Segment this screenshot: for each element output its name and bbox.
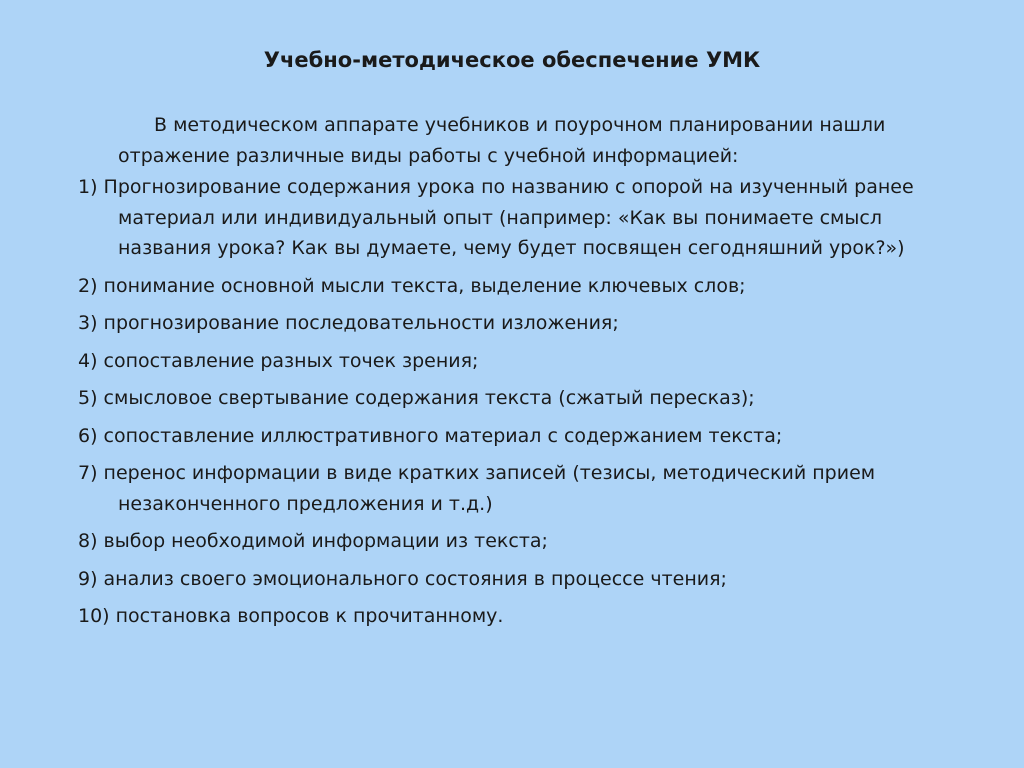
slide-body — [78, 110, 958, 639]
list-item-1: 1) Прогнозирование содержания урока по названию с опорой на изученный ранее материал или индивидуальный опыт (например: «Как вы понимаете смысл названия урока? Как вы думаете, чему будет посвящен сегодняшний урок?») — [78, 176, 914, 259]
list-item-2: 2) понимание основной мысли текста, выделение ключевых слов; — [78, 274, 746, 297]
list-item-10: 10) постановка вопросов к прочитанному. — [78, 605, 504, 627]
list-item-8: 8) выбор необходимой информации из текста; — [78, 530, 548, 552]
intro-paragraph: В методическом аппарате учебников и поурочном планировании нашли отражение различные виды работы с учебной информацией: — [118, 114, 886, 167]
list-item-5: 5) смысловое свертывание содержания текста (сжатый пересказ); — [78, 387, 755, 409]
list-item-6: 6) сопоставление иллюстративного материал с содержанием текста; — [78, 424, 783, 447]
list-item-3: 3) прогнозирование последовательности изложения; — [78, 312, 619, 334]
list-item-4: 4) сопоставление разных точек зрения; — [78, 349, 479, 372]
list-item-9: 9) анализ своего эмоционального состояния в процессе чтения; — [78, 567, 727, 590]
slide-title: Учебно-методическое обеспечение УМК — [263, 48, 761, 72]
list-item-7: 7) перенос информации в виде кратких записей (тезисы, методический прием незаконченного предложения и т.д.) — [78, 462, 876, 515]
